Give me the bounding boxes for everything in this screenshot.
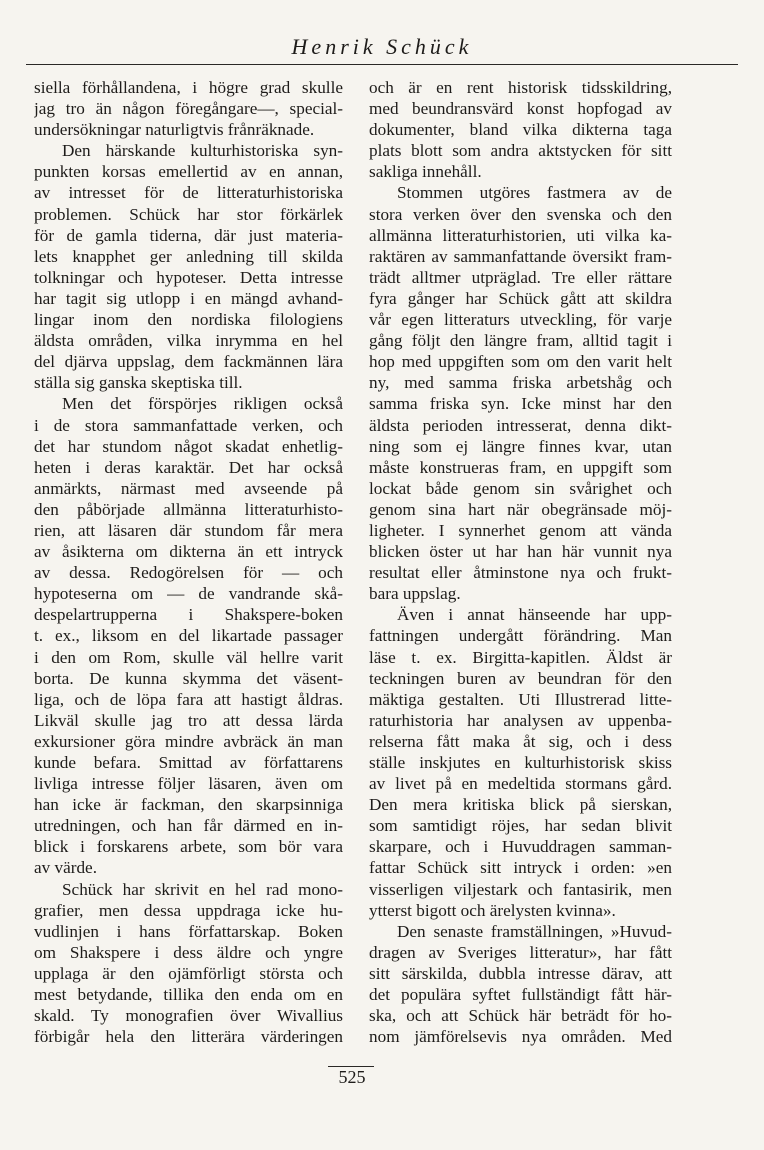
text-line: tolkningar och hypoteser. Detta intresse	[34, 267, 343, 287]
running-title: Henrik Schück	[291, 34, 473, 59]
text-line: Men det förspörjes rikligen också	[62, 394, 343, 414]
running-header	[24, 30, 740, 64]
text-line: av intresset för de litteraturhistoriska	[34, 183, 343, 203]
text-line: utredningen, och han får därmed en in-	[34, 816, 343, 836]
text-line: del djärva uppslag, dem fackmännen lära	[34, 352, 343, 372]
text-line: siella förhållandena, i högre grad skulle	[34, 78, 343, 97]
text-line: sitt särskilda, dubbla intresse därav, att	[369, 963, 672, 983]
text-line: visserligen viljestark och fantasirik, men	[369, 879, 672, 899]
text-line: sakliga innehåll.	[369, 162, 482, 182]
text-line: trädt alltmer utpräglad. Tre eller rättare	[369, 267, 672, 287]
right-column	[369, 77, 672, 1047]
text-line: kunde befara. Smittad av författarens	[34, 753, 343, 772]
text-line: resultat eller åtminstone nya och frukt-	[369, 563, 672, 583]
text-line: hop med uppgiften som om den varit helt	[369, 352, 672, 372]
text-line: ning som ej längre finnes kvar, utan	[369, 436, 672, 456]
text-line: nom jämförelsevis nya områden. Med	[369, 1027, 672, 1047]
text-line: måste konstrueras fram, en uppgift som	[369, 457, 672, 477]
text-line: skald. Ty monografien över Wivallius	[34, 1006, 343, 1026]
text-line: han icke är fackman, den skarpsinniga	[34, 795, 343, 815]
text-line: lets knapphet ger anledning till skilda	[34, 246, 343, 266]
text-line: ny, med samma friska arbetshåg och	[369, 373, 672, 393]
text-line: för de gamla tiderna, där just materia-	[34, 225, 343, 245]
text-line: fattar Schück sitt intryck i orden: »en	[369, 858, 672, 878]
text-line: raturhistoria har analysen av uppenba-	[369, 710, 672, 730]
text-line: Schück har skrivit en hel rad mono-	[62, 879, 343, 899]
text-line: hypoteserna om — de vandrande skå-	[34, 584, 343, 604]
text-line: punkten korsas emellertid av en annan,	[34, 162, 343, 182]
header-rule	[26, 64, 738, 65]
text-line: gång följt den längre fram, alltid tagit i	[369, 331, 672, 351]
text-line: den påbörjade allmänna litteraturhisto-	[34, 499, 343, 519]
text-line: grafier, men dessa uppdraga icke hu-	[34, 900, 343, 920]
text-line: med beundransvärd konst hopfogad av	[369, 99, 672, 119]
text-line: heten i deras karaktär. Det har också	[34, 457, 343, 477]
text-line: samma friska syn. Icke minst har den	[369, 394, 672, 414]
text-line: borta. De kunna skymma det väsent-	[34, 668, 343, 688]
text-line: som samtidigt röjes, har sedan blivit	[369, 816, 672, 836]
text-line: livliga intresse följer läsaren, även om	[34, 774, 343, 794]
text-line: Den härskande kulturhistoriska syn-	[62, 141, 343, 161]
text-line: av dessa. Redogörelsen för — och	[34, 563, 343, 583]
text-line: i den om Rom, skulle väl hellre varit	[34, 647, 343, 667]
text-line: läse t. ex. Birgitta-kapitlen. Äldst är	[369, 647, 672, 667]
text-line: raktären av sammanfattande översikt fram-	[369, 246, 672, 266]
text-line: Även i annat hänseende har upp-	[397, 605, 672, 625]
text-line: Stommen utgöres fastmera av de	[397, 183, 672, 203]
text-line: dokumenter, bland vilka dikterna taga	[369, 120, 672, 140]
text-line: mest betydande, tillika den enda om en	[34, 985, 343, 1005]
text-line: i de stora sammanfattade verken, och	[34, 415, 343, 435]
text-line: allmänna litteraturhistorien, uti vilka ka-	[369, 225, 672, 245]
text-line: t. ex., liksom en del likartade passager	[34, 626, 343, 646]
text-line: problemen. Schück har stor förkärlek	[34, 204, 343, 224]
text-line: och är en rent historisk tidsskildring,	[369, 78, 672, 97]
text-line: anmärkts, närmast med avseende på	[34, 478, 343, 498]
text-line: genom sina hart när obegränsade möj-	[369, 499, 672, 519]
page-number: 525	[338, 1067, 366, 1087]
text-line: av livet på en medeltida stormans gård.	[369, 774, 672, 794]
text-line: fyra gånger har Schück gått att skildra	[369, 288, 672, 308]
text-line: det har stundom något skadat enhetlig-	[34, 436, 343, 456]
text-line: jag tro än någon föregångare—, special-	[34, 99, 343, 119]
text-line: ligheter. I synnerhet genom att vända	[369, 520, 672, 540]
text-line: stora verken över den svenska och den	[369, 204, 672, 224]
text-line: skarpare, och i Huvuddragen samman-	[369, 837, 672, 857]
text-line: vår egen litteraturs utveckling, för varje	[369, 310, 672, 330]
text-line: bara uppslag.	[369, 584, 461, 604]
text-line: rien, att läsaren där stundom får mera	[34, 520, 343, 540]
text-line: ytterst bigott och ärelysten kvinna».	[369, 900, 616, 920]
text-line: Likväl skulle jag tro att dessa lärda	[34, 710, 343, 730]
text-line: relserna fått maka åt sig, och i dess	[369, 731, 672, 751]
text-line: teckningen buren av beundran för den	[369, 668, 672, 688]
text-line: ställe inskjutes en kulturhistorisk skiss	[369, 753, 672, 772]
text-line: undersökningar naturligtvis frånräknade.	[34, 120, 315, 140]
text-line: har tagit sig utlopp i en mängd avhand-	[34, 288, 343, 308]
text-line: plats blott som andra aktstycken för sitt	[369, 141, 672, 161]
text-line: äldsta områden, vilka inrymma en hel	[34, 331, 343, 351]
text-line: mäktiga gestalten. Uti Illustrerad litte-	[369, 689, 672, 709]
text-line: blick i forskarens arbete, som bör vara	[34, 837, 343, 857]
text-line: äldsta perioden intresserat, denna dikt-	[369, 415, 672, 435]
text-line: Den senaste framställningen, »Huvud-	[397, 921, 672, 941]
text-line: ställa sig ganska skeptiska till.	[34, 373, 243, 393]
text-line: despelartrupperna i Shakspere-boken	[34, 605, 343, 625]
text-line: lingar inom den nordiska filologiens	[34, 310, 343, 330]
text-line: om Shakspere i dess äldre och yngre	[34, 942, 343, 962]
text-line: exkursioner göra mindre avbräck än man	[34, 731, 343, 751]
text-line: ska, och att Schück här beträdt för ho-	[369, 1006, 672, 1026]
text-line: lockat både genom sin svårighet och	[369, 478, 672, 498]
text-line: vudlinjen i hans författarskap. Boken	[34, 921, 343, 941]
text-line: upplaga är den ojämförligt största och	[34, 963, 343, 983]
text-line: av värde.	[34, 858, 97, 878]
text-line: Den mera kritiska blick på sierskan,	[369, 795, 672, 815]
text-line: blicken öster ut har han här vunnit nya	[369, 542, 672, 562]
text-line: fattningen undergått förändring. Man	[369, 626, 672, 646]
text-line: det populära syftet fullständigt fått här-	[369, 985, 672, 1005]
left-column	[34, 77, 343, 1047]
text-line: liga, och de löpa fara att hastigt åldras.	[34, 689, 343, 709]
text-line: förbigår hela den litterära värderingen	[34, 1027, 343, 1047]
text-line: av åsikterna om dikterna än ett intryck	[34, 542, 343, 562]
text-line: dragen av Sveriges litteratur», har fått	[369, 942, 672, 962]
